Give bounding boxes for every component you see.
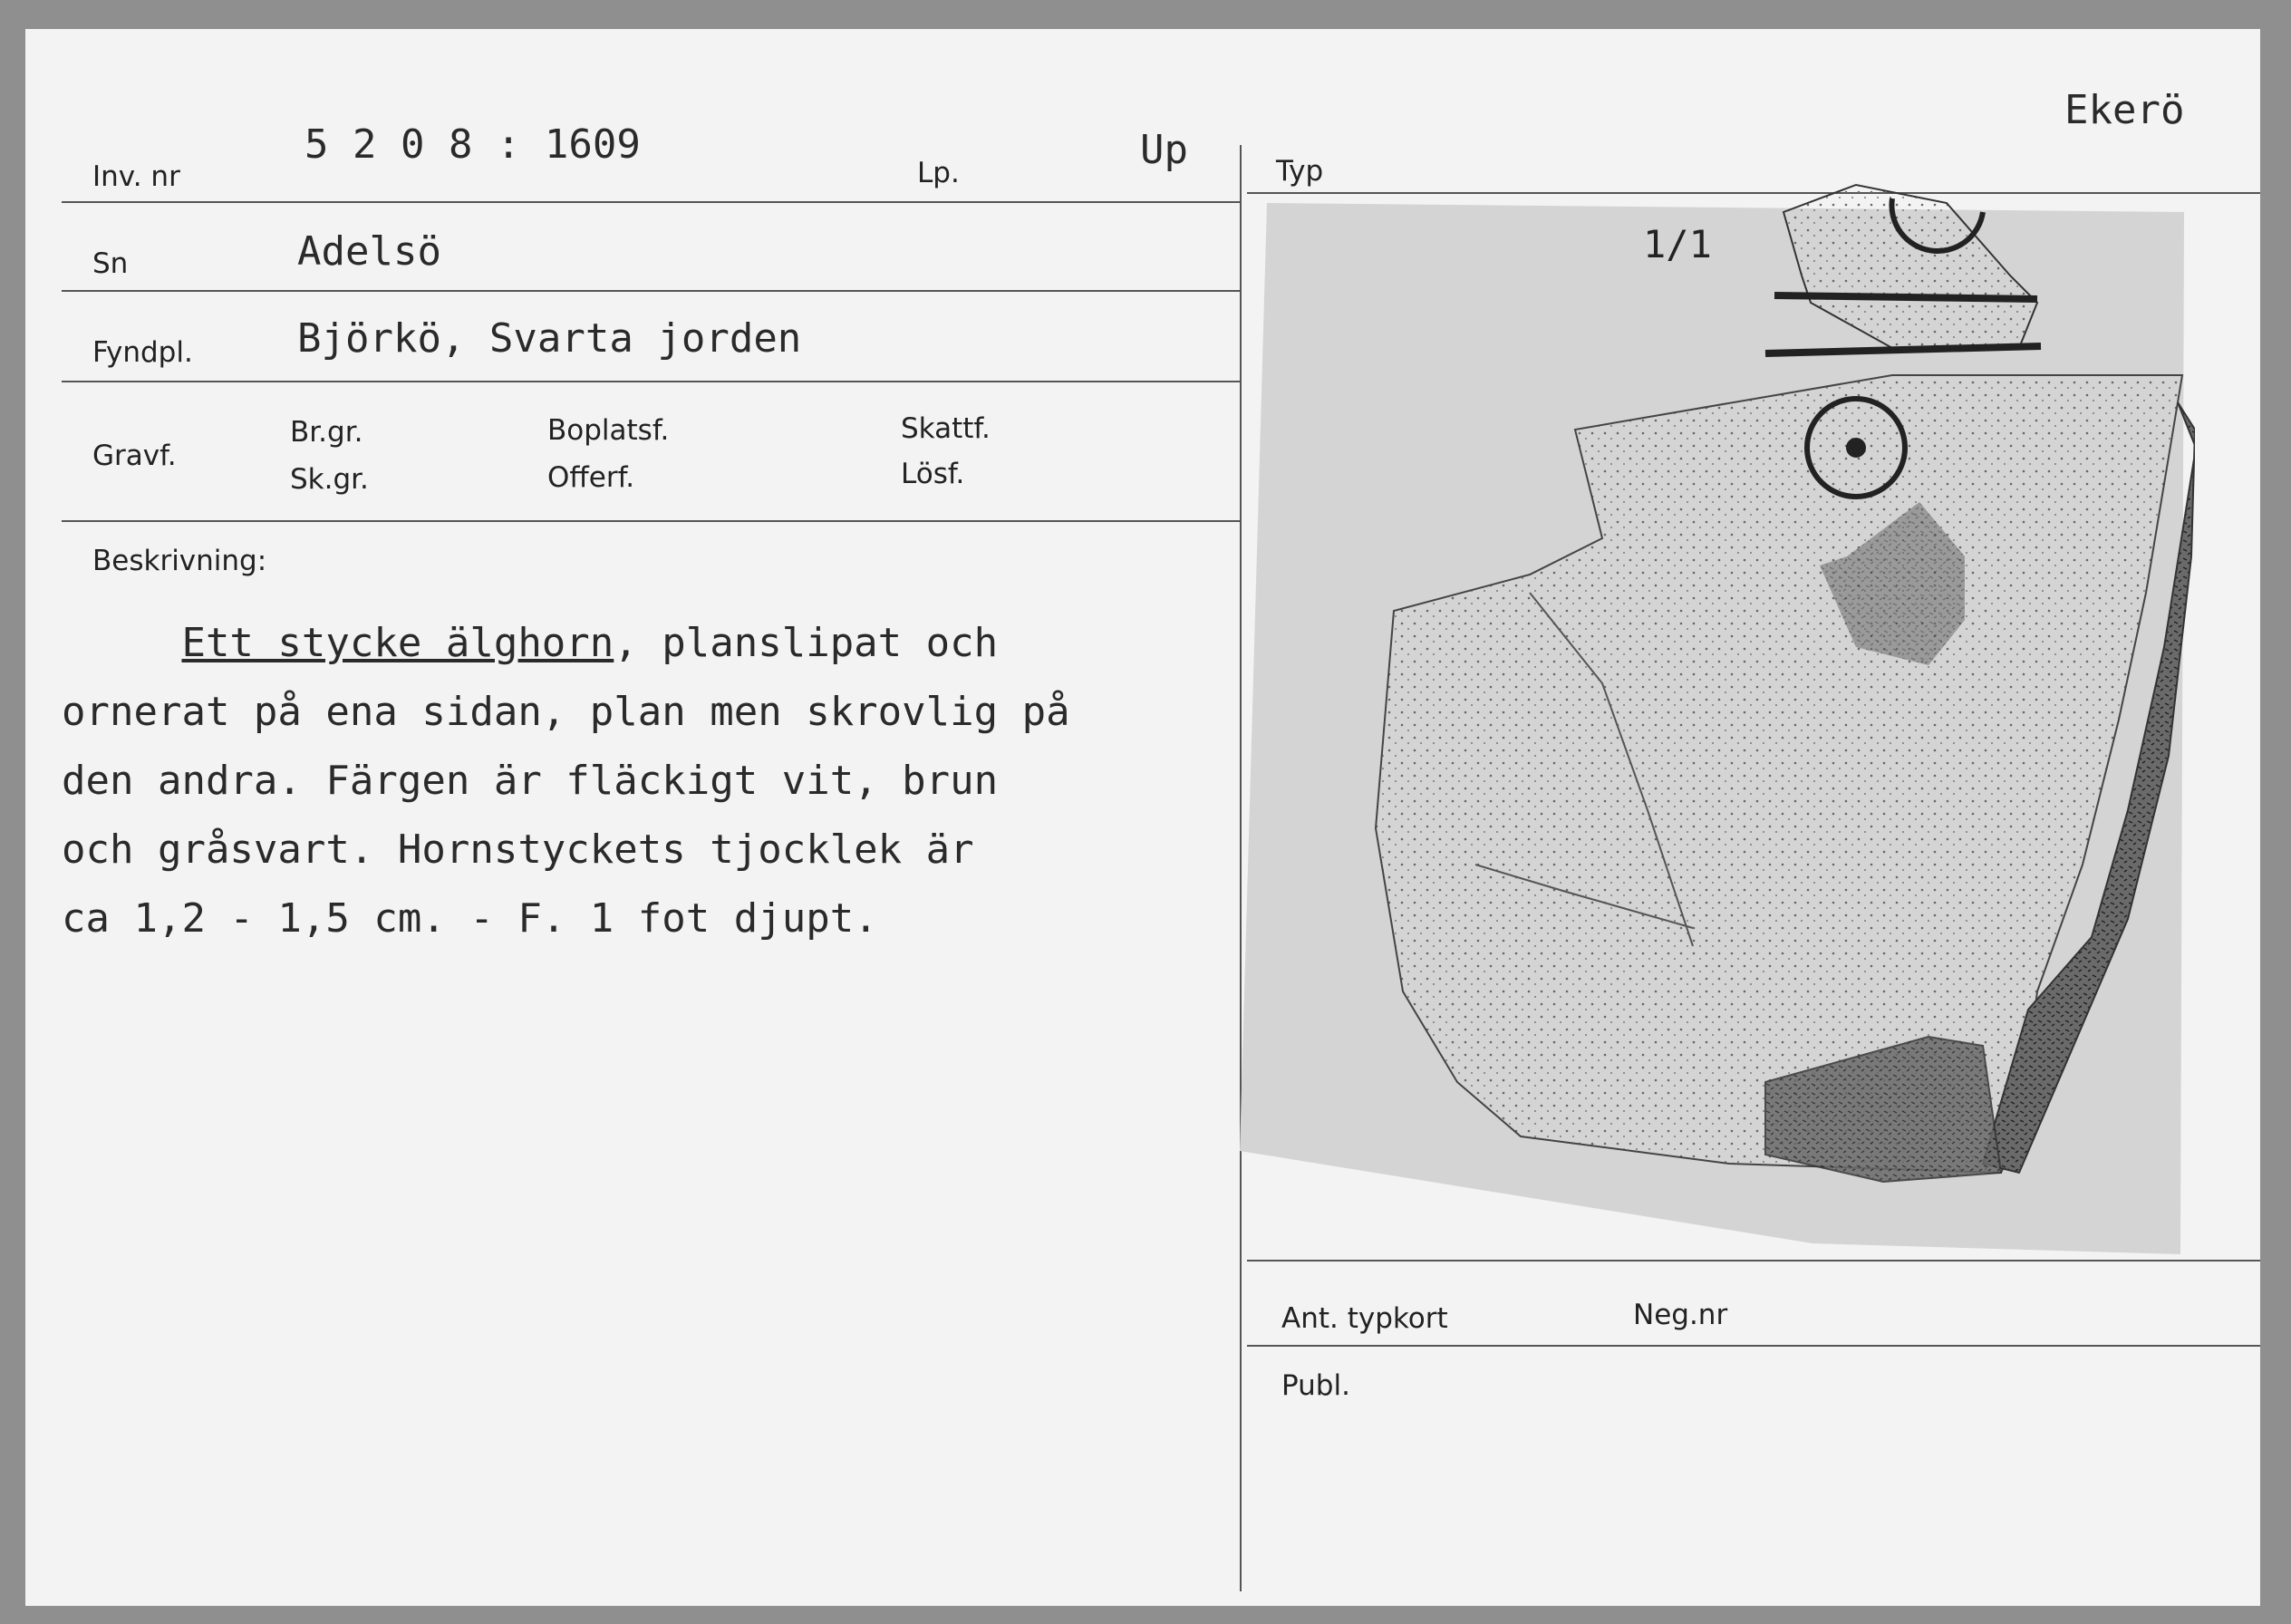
divider — [1247, 1260, 2260, 1262]
brgr-label: Br.gr. — [290, 416, 363, 449]
municipality-value: Ekerö — [2064, 87, 2185, 133]
fyndpl-value: Björkö, Svarta jorden — [297, 315, 802, 362]
artifact-drawing — [1222, 176, 2195, 1260]
description-line: ornerat på ena sidan, plan men skrovlig på — [62, 689, 1070, 735]
skgr-label: Sk.gr. — [290, 463, 369, 496]
divider — [62, 201, 1240, 203]
description-text — [62, 609, 1070, 953]
county-value: Up — [1140, 127, 1188, 173]
sn-value: Adelsö — [297, 228, 441, 275]
scale-label: 1/1 — [1643, 222, 1712, 266]
description-underlined: Ett stycke älghorn — [181, 620, 614, 666]
publ-label: Publ. — [1281, 1369, 1350, 1402]
description-line: , planslipat och — [614, 620, 999, 666]
divider — [62, 381, 1240, 382]
divider — [62, 520, 1240, 522]
ornament-ring-dot — [1846, 438, 1866, 458]
fyndpl-label: Fyndpl. — [92, 336, 193, 369]
divider — [62, 290, 1240, 292]
neg-nr-label: Neg.nr — [1633, 1299, 1728, 1331]
skattf-label: Skattf. — [901, 412, 991, 445]
sn-label: Sn — [92, 247, 129, 280]
divider — [1247, 1345, 2260, 1347]
typ-label: Typ — [1276, 155, 1324, 188]
inv-nr-value: 5 2 0 8 : 1609 — [304, 121, 641, 168]
lp-label: Lp. — [917, 157, 960, 189]
losf-label: Lösf. — [901, 458, 965, 490]
description-line: ca 1,2 - 1,5 cm. - F. 1 fot djupt. — [62, 895, 878, 942]
description-line: och gråsvart. Hornstyckets tjocklek är — [62, 826, 974, 873]
boplatsf-label: Boplatsf. — [547, 414, 670, 447]
description-line: den andra. Färgen är fläckigt vit, brun — [62, 758, 999, 804]
offerf-label: Offerf. — [547, 461, 635, 494]
inv-nr-label: Inv. nr — [92, 160, 180, 193]
ant-typkort-label: Ant. typkort — [1281, 1302, 1448, 1335]
beskrivning-label: Beskrivning: — [92, 545, 267, 577]
gravf-label: Gravf. — [92, 440, 177, 472]
ornament-band-line — [1774, 295, 2037, 299]
